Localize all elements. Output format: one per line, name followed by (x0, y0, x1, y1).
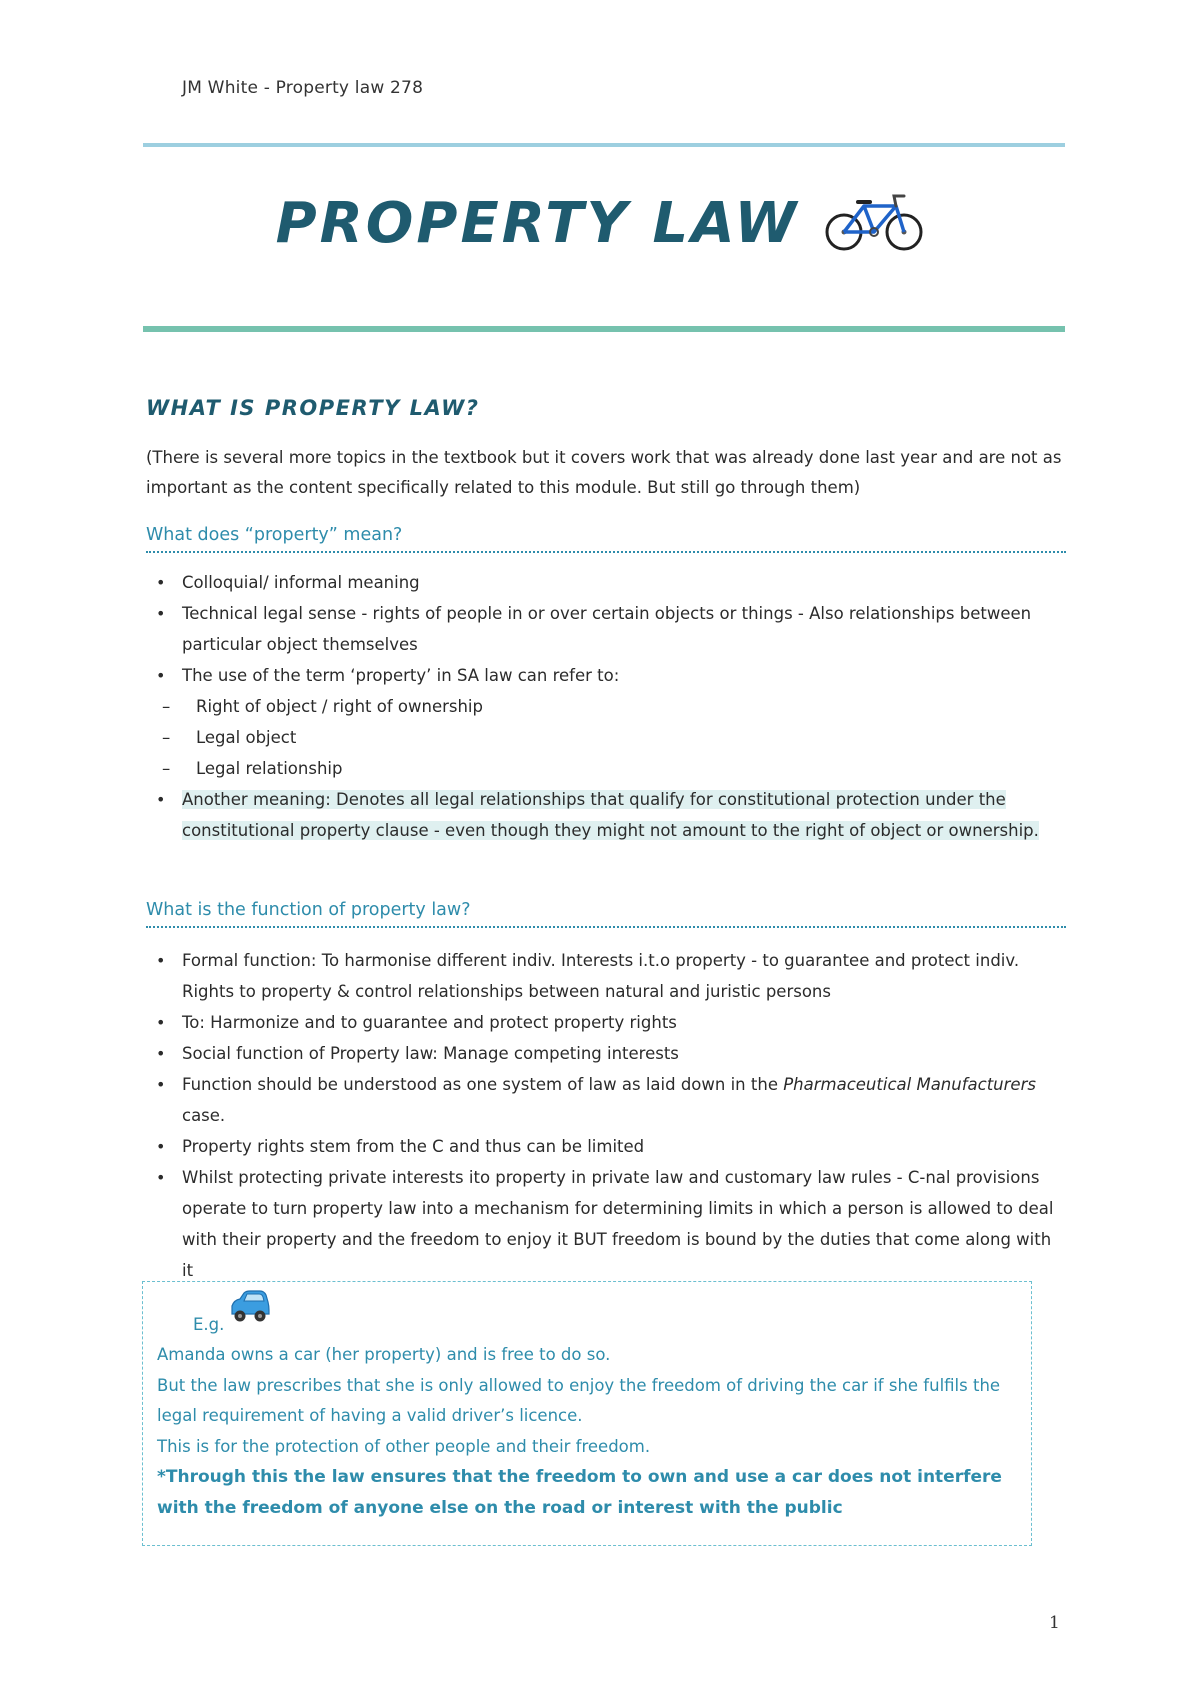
list-item-text: Function should be understood as one system of law as laid down in the (182, 1075, 784, 1094)
sub-list-item: – Legal object (146, 722, 1066, 753)
list-item: • Colloquial/ informal meaning (146, 567, 1066, 598)
example-emphasis: *Through this the law ensures that the freedom to own and use a car does not interfere with the freedom of anyone else on the road or interest with the public (157, 1467, 1002, 1518)
subheading-function: What is the function of property law? (146, 900, 1066, 928)
list-item-highlighted (146, 784, 1066, 846)
example-line: Amanda owns a car (her property) and is free to do so. (157, 1345, 611, 1364)
subheading-property-meaning: What does “property” mean? (146, 525, 1066, 553)
title-rule (143, 326, 1065, 332)
function-list (146, 945, 1066, 1286)
list-item: • To: Harmonize and to guarantee and protect property rights (146, 1007, 1066, 1038)
example-line: This is for the protection of other people and their freedom. (157, 1436, 651, 1456)
case-name: Pharmaceutical Manufacturers (783, 1075, 1036, 1094)
header-rule (143, 143, 1065, 147)
example-box (142, 1281, 1032, 1546)
intro-paragraph: (There is several more topics in the textbook but it covers work that was already done last year and are not as important as the content specifically related to this module. But still go through them) (146, 448, 1062, 497)
list-item: • The use of the term ‘property’ in SA law can refer to: (146, 660, 1066, 691)
page-number: 1 (1049, 1613, 1060, 1633)
running-head: JM White - Property law 278 (182, 78, 424, 98)
sub-list-item: – Legal relationship (146, 753, 1066, 784)
list-item: • Social function of Property law: Manage competing interests (146, 1038, 1066, 1069)
list-item: • Whilst protecting private interests ito property in private law and customary law rules - C-nal provisions operate to turn property law into a mechanism for determining limits in which a person is allowed to deal with their property and the freedom to enjoy it BUT freedom is bound by the duties that come along with it (146, 1162, 1066, 1286)
sub-list-item: – Right of object / right of ownership (146, 691, 1066, 722)
highlighted-text: Another meaning: Denotes all legal relationships that qualify for constitutional protection under the constitutional property clause - even though they might not amount to the right of object or ownership. (182, 790, 1039, 840)
example-label: E.g. (193, 1314, 225, 1334)
list-item (146, 1069, 1066, 1131)
example-line: But the law prescribes that she is only allowed to enjoy the freedom of driving the car if she fulfils the legal requirement of having a valid driver’s licence. (157, 1375, 1001, 1425)
list-item: • Property rights stem from the C and thus can be limited (146, 1131, 1066, 1162)
title-block (0, 190, 1200, 256)
car-icon (228, 1290, 270, 1335)
list-item: • Technical legal sense - rights of people in or over certain objects or things - Also relationships between particular object themselves (146, 598, 1066, 660)
bicycle-icon (824, 190, 924, 256)
list-item-text-end: case. (182, 1106, 226, 1125)
example-label-row (157, 1294, 1017, 1340)
section-heading: WHAT IS PROPERTY LAW? (146, 396, 480, 420)
list-item: • Formal function: To harmonise different indiv. Interests i.t.o property - to guarantee and protect indiv. Rights to property & control relationships between natural and juristic persons (146, 945, 1066, 1007)
property-meaning-list (146, 567, 1066, 846)
page-title: PROPERTY LAW (275, 190, 800, 256)
